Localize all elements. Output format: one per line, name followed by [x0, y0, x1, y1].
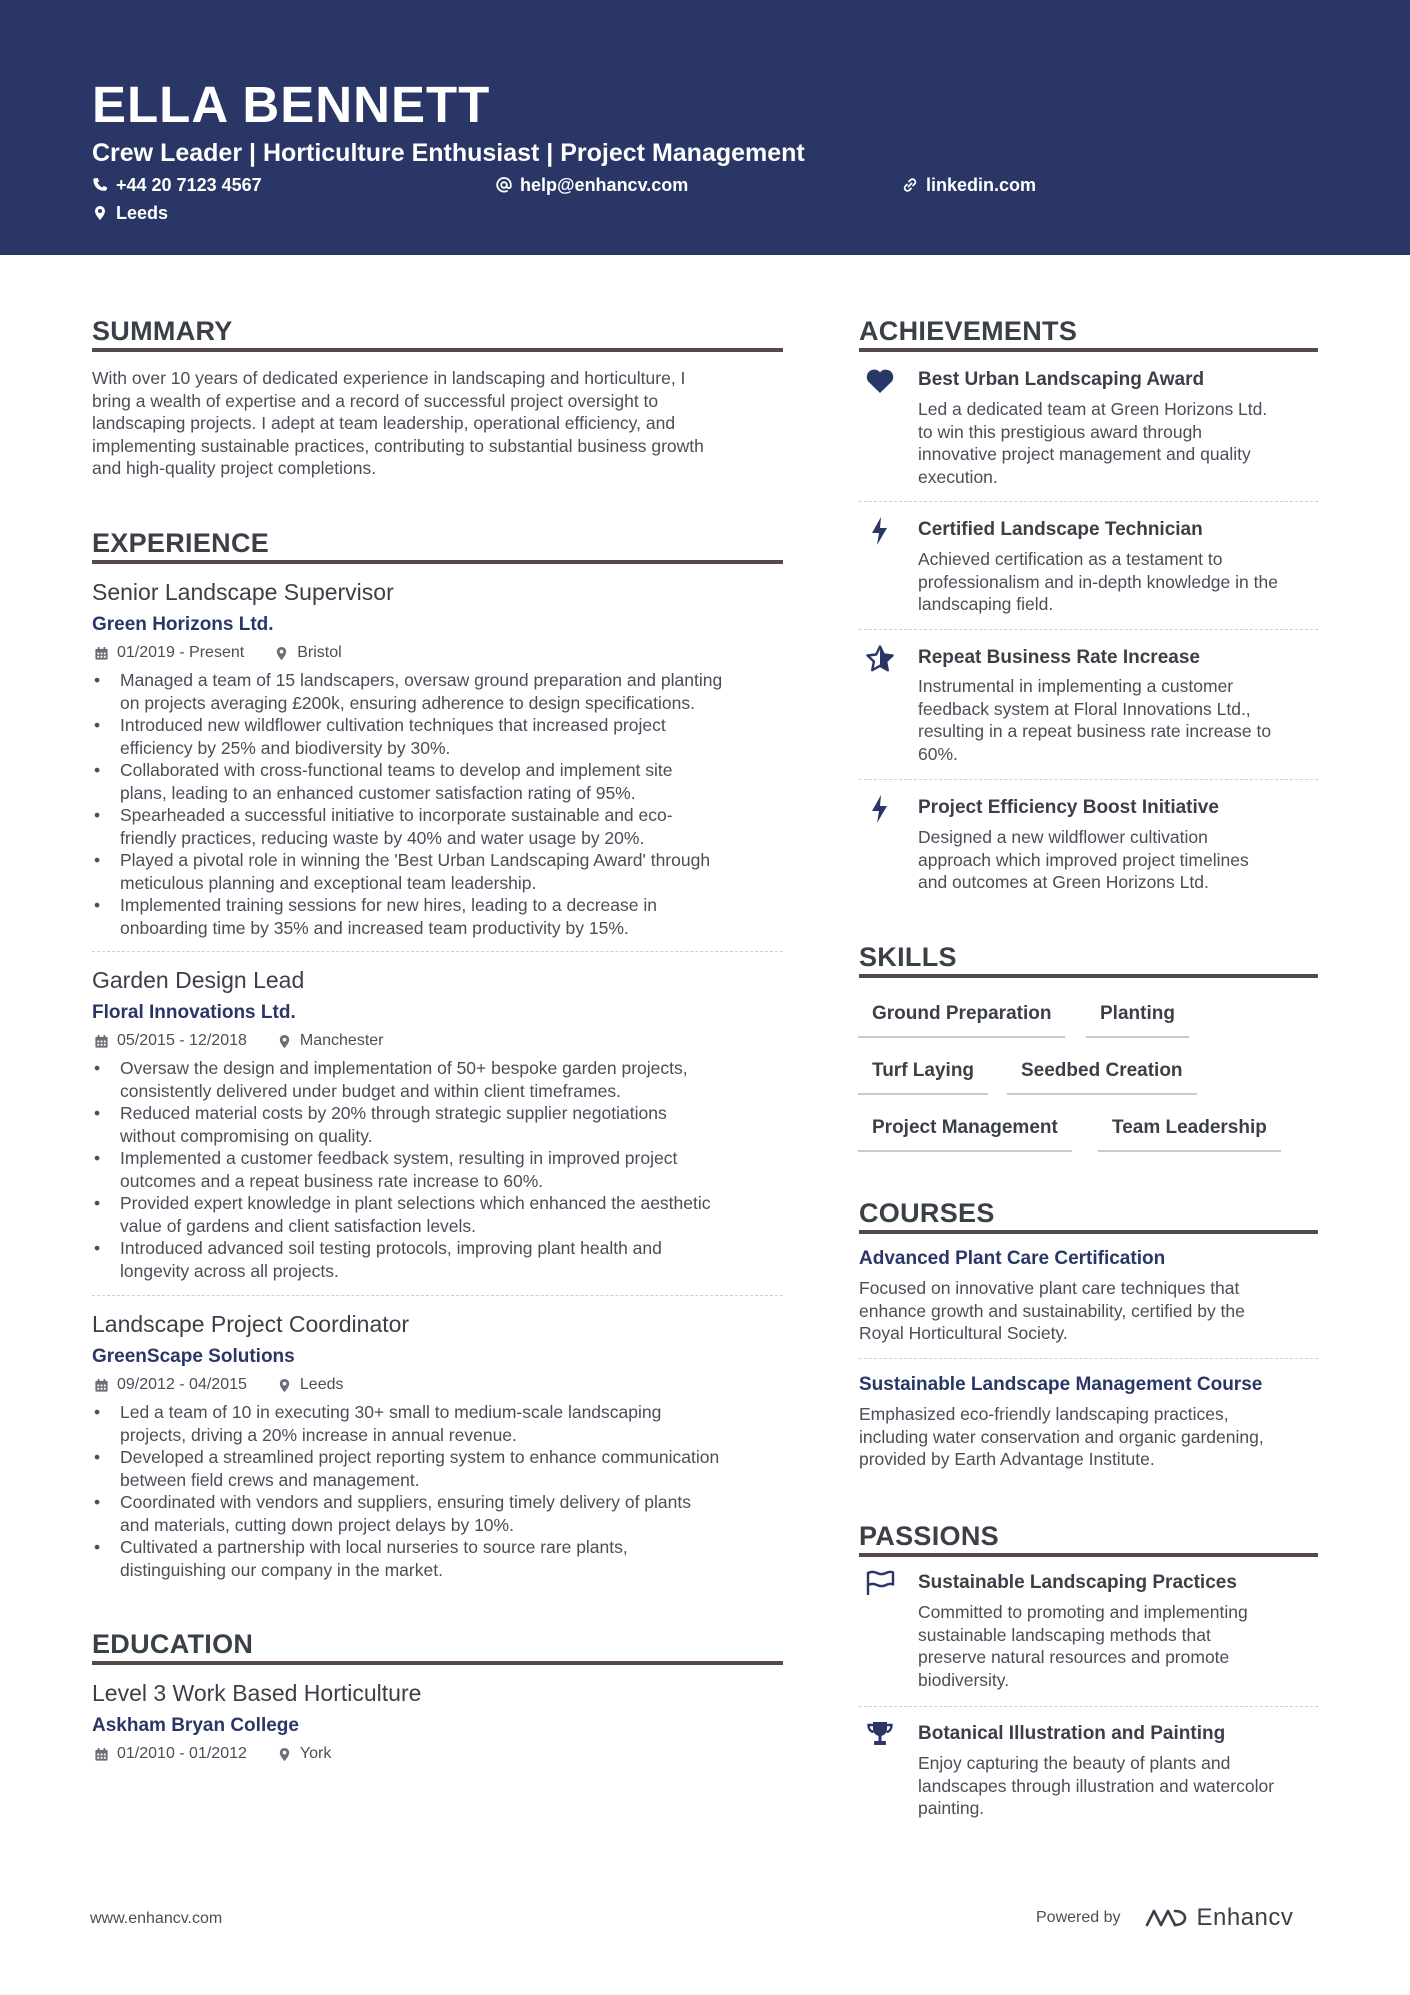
passion-description: Committed to promoting and implementing sustainable landscaping methods that preserve natural resources and promote biodiversity. [918, 1602, 1248, 1690]
phone-icon [92, 177, 108, 193]
passion-title: Botanical Illustration and Painting [918, 1723, 1226, 1744]
company-name: GreenScape Solutions [92, 1346, 295, 1367]
skills-rule [859, 974, 1318, 978]
job-location: Leeds [299, 1376, 344, 1393]
list-item: • Reduced material costs by 20% through strategic supplier negotiations without compromising on quality. [92, 1102, 792, 1147]
job-bullets [92, 1057, 792, 1282]
list-item: • Introduced advanced soil testing protocols, improving plant health and longevity across all projects. [92, 1237, 792, 1282]
resume-header [0, 0, 1410, 255]
passions-rule [859, 1553, 1318, 1557]
list-item: • Cultivated a partnership with local nurseries to source rare plants, distinguishing our company in the market. [92, 1536, 792, 1581]
skill-tag: Planting [1086, 1002, 1189, 1038]
location-pin-icon [277, 1747, 292, 1762]
course-title: Sustainable Landscape Management Course [859, 1374, 1263, 1395]
education-dates: 01/2010 - 01/2012 [117, 1745, 247, 1762]
email-text: help@enhancv.com [520, 175, 689, 195]
skill-tag: Project Management [858, 1116, 1072, 1152]
job-location: Bristol [297, 644, 342, 661]
powered-by-text: Powered by [1036, 1909, 1121, 1926]
enhancv-logo[interactable] [1143, 1904, 1294, 1932]
divider [92, 951, 783, 952]
experience-rule [92, 560, 783, 564]
heart-icon [864, 365, 896, 397]
divider [92, 1295, 783, 1296]
job-meta [94, 1031, 383, 1051]
flag-icon [864, 1567, 896, 1599]
achievement-title: Best Urban Landscaping Award [918, 369, 1205, 390]
job-dates: 09/2012 - 04/2015 [117, 1376, 247, 1393]
link-icon [902, 177, 918, 193]
lightning-icon [864, 793, 896, 825]
job-location: Manchester [299, 1032, 384, 1049]
list-item: • Led a team of 10 in executing 30+ small to medium-scale landscaping projects, driving a 20% increase in annual revenue. [92, 1401, 792, 1446]
skill-tag: Team Leadership [1098, 1116, 1281, 1152]
contact-location [92, 201, 168, 225]
location-pin-icon [92, 205, 108, 221]
enhancv-logo-icon [1143, 1906, 1189, 1930]
summary-heading: SUMMARY [92, 316, 233, 346]
divider [859, 779, 1318, 780]
list-item: • Oversaw the design and implementation of 50+ bespoke garden projects, consistently delivered under budget and within client timeframes. [92, 1057, 792, 1102]
achievement-title: Certified Landscape Technician [918, 519, 1203, 540]
job-dates: 01/2019 - Present [117, 644, 245, 661]
education-heading: EDUCATION [92, 1629, 254, 1659]
list-item: • Managed a team of 15 landscapers, oversaw ground preparation and planting on projects averaging £200k, ensuring adherence to design specifications. [92, 669, 792, 714]
passion-title: Sustainable Landscaping Practices [918, 1572, 1237, 1593]
divider [859, 1706, 1318, 1707]
achievement-description: Led a dedicated team at Green Horizons Ltd. to win this prestigious award through innovative project management and quality execution. [918, 399, 1268, 487]
list-item: • Collaborated with cross-functional teams to develop and implement site plans, leading to an enhanced customer satisfaction rating of 95%. [92, 759, 792, 804]
job-meta [94, 1375, 343, 1395]
job-title: Garden Design Lead [92, 967, 305, 993]
at-icon [496, 177, 512, 193]
school-name: Askham Bryan College [92, 1715, 299, 1736]
education-meta [94, 1744, 331, 1764]
course-description: Emphasized eco-friendly landscaping practices, including water conservation and organic gardening, provided by Earth Advantage Institute. [859, 1404, 1264, 1469]
calendar-icon [94, 646, 109, 661]
company-name: Floral Innovations Ltd. [92, 1002, 296, 1023]
list-item: • Played a pivotal role in winning the 'Best Urban Landscaping Award' through meticulous planning and exceptional team leadership. [92, 849, 792, 894]
course-title: Advanced Plant Care Certification [859, 1248, 1166, 1269]
skill-tag: Turf Laying [858, 1059, 988, 1095]
footer-branding [1036, 1904, 1293, 1932]
list-item: • Implemented training sessions for new hires, leading to a decrease in onboarding time by 35% and increased team productivity by 15%. [92, 894, 792, 939]
courses-rule [859, 1230, 1318, 1234]
achievements-rule [859, 348, 1318, 352]
passion-description: Enjoy capturing the beauty of plants and landscapes through illustration and watercolor painting. [918, 1753, 1275, 1818]
location-pin-icon [277, 1034, 292, 1049]
job-title: Senior Landscape Supervisor [92, 579, 394, 605]
candidate-name: ELLA BENNETT [92, 76, 491, 133]
brand-name: Enhancv [1196, 1904, 1294, 1931]
experience-heading: EXPERIENCE [92, 528, 270, 558]
list-item: • Coordinated with vendors and suppliers, ensuring timely delivery of plants and materials, cutting down project delays by 10%. [92, 1491, 792, 1536]
course-description: Focused on innovative plant care techniques that enhance growth and sustainability, certified by the Royal Horticultural Society. [859, 1278, 1245, 1343]
achievement-description: Instrumental in implementing a customer feedback system at Floral Innovations Ltd., resulting in a repeat business rate increase to 60%. [918, 676, 1272, 764]
summary-rule [92, 348, 783, 352]
calendar-icon [94, 1747, 109, 1762]
passions-heading: PASSIONS [859, 1521, 999, 1551]
footer-website[interactable]: www.enhancv.com [90, 1910, 223, 1927]
linkedin-text: linkedin.com [926, 175, 1037, 195]
company-name: Green Horizons Ltd. [92, 614, 274, 635]
education-location: York [299, 1745, 332, 1762]
location-pin-icon [277, 1378, 292, 1393]
courses-heading: COURSES [859, 1198, 995, 1228]
location-text: Leeds [116, 203, 169, 223]
skills-heading: SKILLS [859, 942, 957, 972]
lightning-icon [864, 515, 896, 547]
divider [859, 501, 1318, 502]
skill-tag: Seedbed Creation [1007, 1059, 1197, 1095]
contact-linkedin[interactable] [902, 173, 1036, 197]
job-dates: 05/2015 - 12/2018 [117, 1032, 247, 1049]
list-item: • Spearheaded a successful initiative to incorporate sustainable and eco- friendly practices, reducing waste by 40% and water usage by 20%. [92, 804, 792, 849]
contact-phone[interactable] [92, 173, 262, 197]
star-icon [864, 643, 896, 675]
list-item: • Implemented a customer feedback system, resulting in improved project outcomes and a repeat business rate increase to 60%. [92, 1147, 792, 1192]
candidate-title: Crew Leader | Horticulture Enthusiast | Project Management [92, 139, 805, 167]
skill-tag: Ground Preparation [858, 1002, 1065, 1038]
summary-text: With over 10 years of dedicated experience in landscaping and horticulture, I bring a wealth of expertise and a record of successful project oversight to landscaping projects. I adept at team leadership, operational efficiency, and implementing sustainable practices, contributing to substantial business growth and high-quality project completions. [92, 368, 704, 478]
job-title: Landscape Project Coordinator [92, 1311, 410, 1337]
location-pin-icon [274, 646, 289, 661]
job-bullets [92, 669, 792, 939]
job-bullets [92, 1401, 792, 1581]
trophy-icon [864, 1718, 896, 1750]
achievement-description: Achieved certification as a testament to professionalism and in-depth knowledge in the landscaping field. [918, 549, 1278, 614]
achievement-title: Repeat Business Rate Increase [918, 647, 1200, 668]
education-rule [92, 1661, 783, 1665]
divider [859, 629, 1318, 630]
list-item: • Provided expert knowledge in plant selections which enhanced the aesthetic value of gardens and client satisfaction levels. [92, 1192, 792, 1237]
calendar-icon [94, 1378, 109, 1393]
phone-text: +44 20 7123 4567 [116, 175, 262, 195]
calendar-icon [94, 1034, 109, 1049]
achievement-description: Designed a new wildflower cultivation approach which improved project timelines and outcomes at Green Horizons Ltd. [918, 827, 1249, 892]
achievements-heading: ACHIEVEMENTS [859, 316, 1078, 346]
list-item: • Developed a streamlined project reporting system to enhance communication between field crews and management. [92, 1446, 792, 1491]
list-item: • Introduced new wildflower cultivation techniques that increased project efficiency by 25% and biodiversity by 30%. [92, 714, 792, 759]
achievement-title: Project Efficiency Boost Initiative [918, 797, 1219, 818]
divider [859, 1358, 1318, 1359]
contact-email[interactable] [496, 173, 688, 197]
degree-title: Level 3 Work Based Horticulture [92, 1680, 422, 1706]
job-meta [94, 643, 342, 663]
